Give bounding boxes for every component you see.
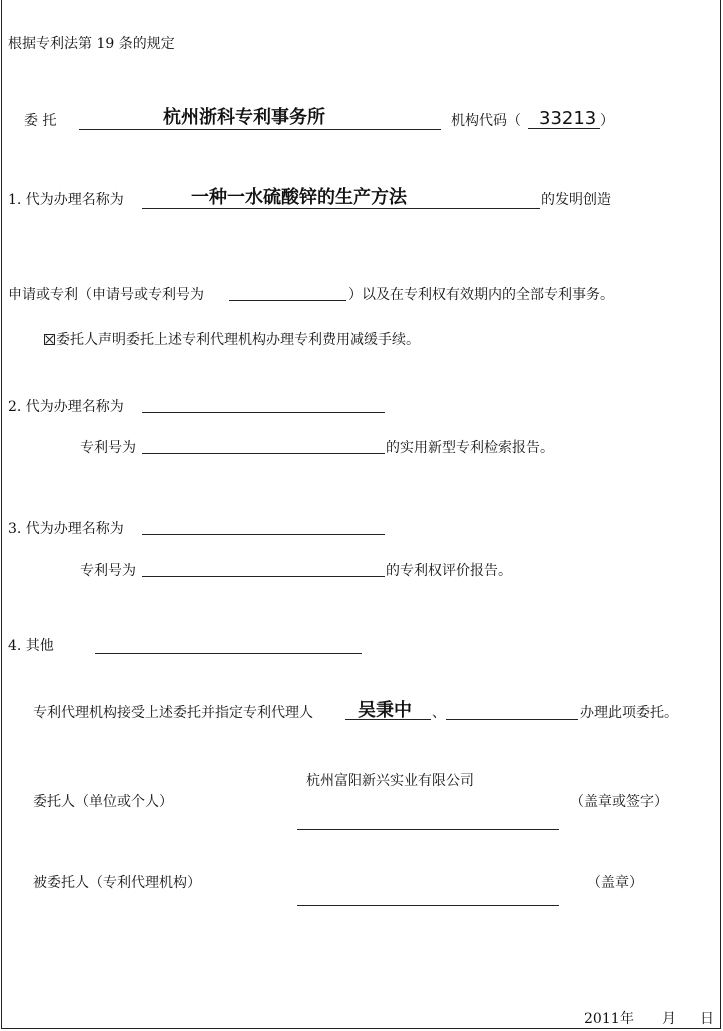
agent-text-after: 办理此项委托。 xyxy=(580,705,678,721)
item2-suffix: 的实用新型专利检索报告。 xyxy=(386,440,554,456)
principal-company: 杭州富阳新兴实业有限公司 xyxy=(306,773,474,789)
fee-reduction-text: 委托人声明委托上述专利代理机构办理专利费用减缓手续。 xyxy=(56,332,420,348)
item3-patent-line[interactable] xyxy=(142,576,385,577)
agency-code-close: ） xyxy=(600,113,614,129)
agency-name[interactable]: 杭州浙科专利事务所 xyxy=(163,107,325,128)
principal-label: 委托人（单位或个人） xyxy=(33,794,173,810)
date-year: 2011 xyxy=(584,1011,620,1027)
item1-prefix: 1. 代为办理名称为 xyxy=(8,192,124,208)
entrust-label: 委 托 xyxy=(24,113,57,129)
agency-code-label: 机构代码（ xyxy=(451,113,521,129)
agency-code[interactable]: 33213 xyxy=(539,108,597,129)
item2-patent-label: 专利号为 xyxy=(80,440,136,456)
agency-name-line xyxy=(79,129,441,130)
date-day-unit: 日 xyxy=(700,1011,714,1027)
item3-patent-label: 专利号为 xyxy=(80,563,136,579)
item4-prefix: 4. 其他 xyxy=(8,638,54,654)
date-year-unit: 年 xyxy=(620,1011,634,1027)
item2-name-line[interactable] xyxy=(142,412,385,413)
item3-prefix: 3. 代为办理名称为 xyxy=(8,521,124,537)
intro-text: 根据专利法第 19 条的规定 xyxy=(8,36,175,52)
second-agent-line[interactable] xyxy=(446,719,578,720)
item2-prefix: 2. 代为办理名称为 xyxy=(8,399,124,415)
date-month-unit: 月 xyxy=(662,1011,676,1027)
agent-separator: 、 xyxy=(432,705,446,721)
agent-text-before: 专利代理机构接受上述委托并指定专利代理人 xyxy=(33,705,313,721)
agency-code-line xyxy=(528,128,600,129)
application-scope-text: ）以及在专利权有效期内的全部专利事务。 xyxy=(348,287,614,303)
trustee-signature-line[interactable] xyxy=(297,905,559,906)
item3-name-line[interactable] xyxy=(142,534,385,535)
item1-suffix: 的发明创造 xyxy=(541,192,611,208)
item4-other-line[interactable] xyxy=(95,653,362,654)
principal-seal-note: （盖章或签字） xyxy=(570,794,668,810)
item3-suffix: 的专利权评价报告。 xyxy=(386,563,512,579)
principal-signature-line[interactable] xyxy=(297,829,559,830)
invention-title-line xyxy=(142,208,540,209)
agent-name-line xyxy=(345,719,431,720)
application-number-line[interactable] xyxy=(229,300,346,301)
application-number-label: 申请或专利（申请号或专利号为 xyxy=(8,287,204,303)
trustee-seal-note: （盖章） xyxy=(587,875,643,891)
invention-title[interactable]: 一种一水硫酸锌的生产方法 xyxy=(191,187,407,208)
agent-name[interactable]: 吴秉中 xyxy=(358,700,412,721)
fee-reduction-checkbox[interactable] xyxy=(44,334,55,345)
item2-patent-line[interactable] xyxy=(142,453,385,454)
trustee-label: 被委托人（专利代理机构） xyxy=(33,875,201,891)
